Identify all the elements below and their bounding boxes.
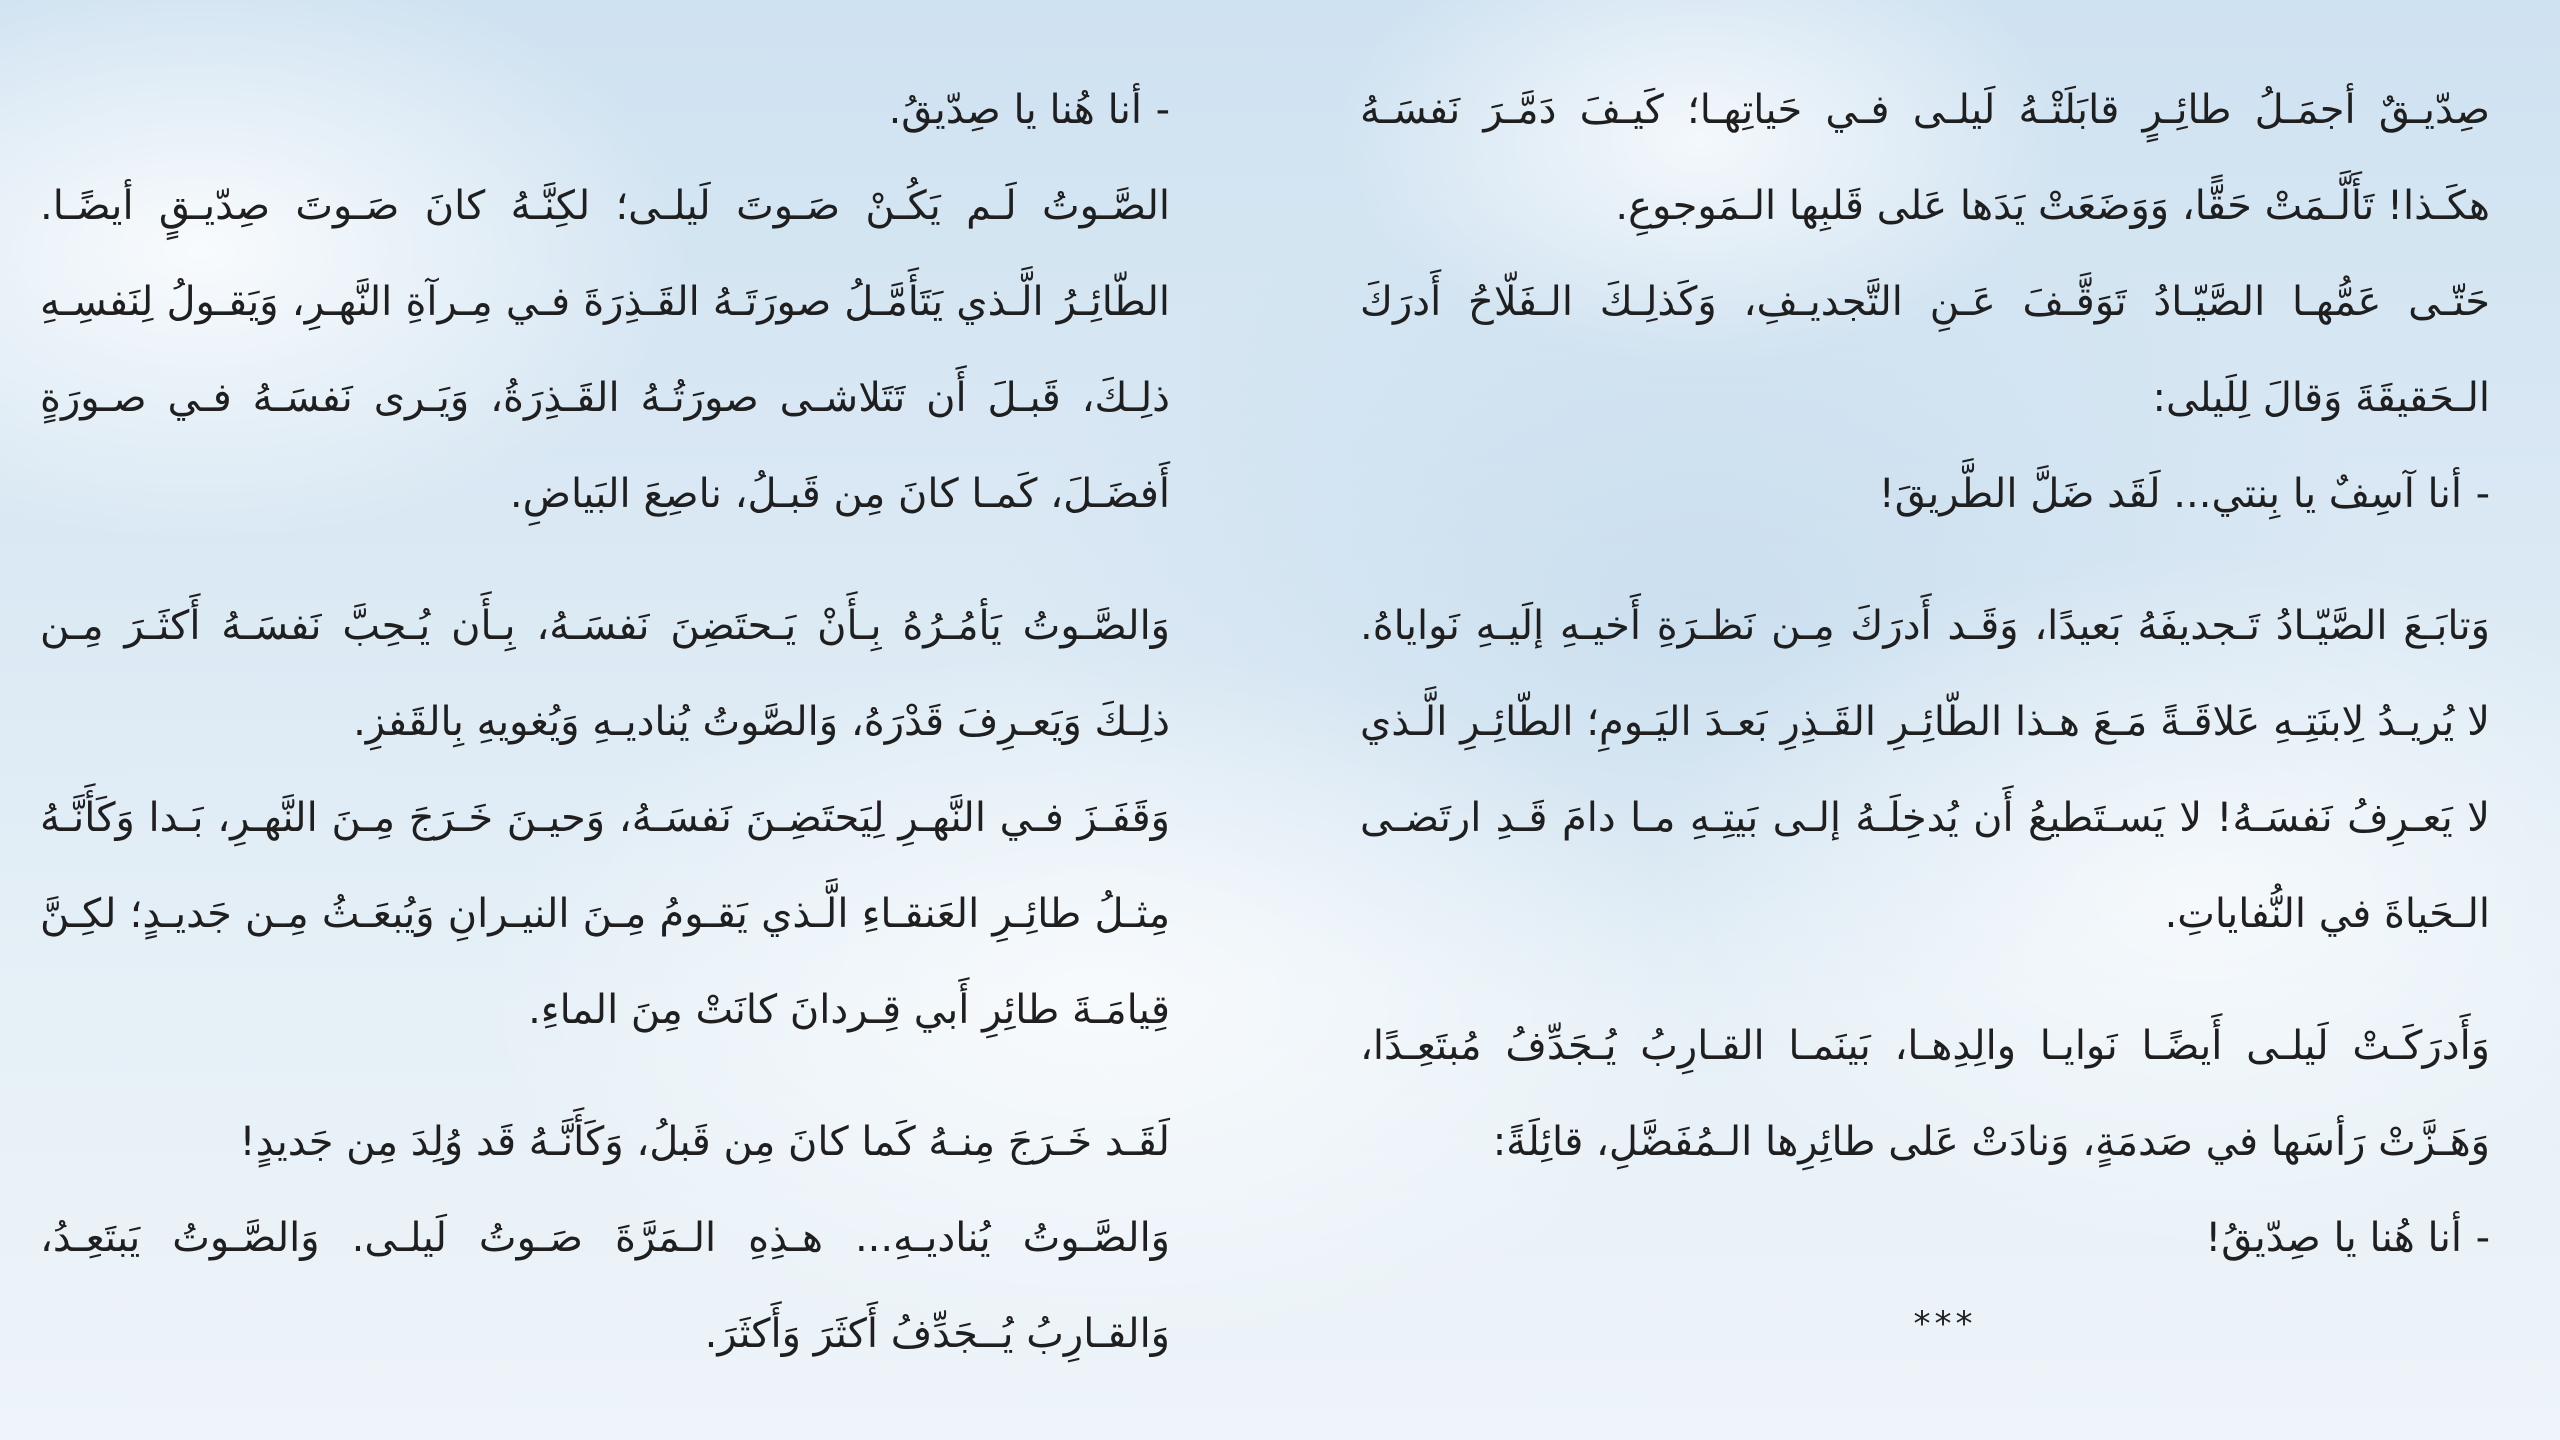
- paragraph: صِدّيـقٌ أجمَـلُ طائِـرٍ قابَلَتْـهُ لَيلـى فـي حَياتِهـا؛ كَيـفَ دَمَّـرَ نَفسَـهُ هكَـذا! تَأَلَّـمَتْ حَقًّا، وَوَضَعَتْ يَدَها عَلى قَلبِها الـمَوجوعِ.: [1360, 87, 2490, 229]
- dialogue-line: - أنا هُنا يا صِدّيقُ.: [40, 62, 1170, 158]
- left-page: [0, 0, 1240, 1440]
- paragraph: الصَّـوتُ لَـم يَكُـنْ صَـوتَ لَيلـى؛ لكِنَّـهُ كانَ صَـوتَ صِدّيـقٍ أيضًـا. الطّائِـرُ الَّـذي يَتَأَمَّـلُ صورَتَـهُ القَـذِرَةَ فـي مِـرآةِ النَّهـرِ، وَيَقـولُ لِنَفسِـهِ ذلِـكَ، قَبـلَ أَن تَتَلاشـى صورَتُـهُ القَـذِرَةُ، وَيَـرى نَفسَـهُ فـي صـورَةٍ أَفضَـلَ، كَمـا كانَ مِن قَبـلُ، ناصِعَ البَياضِ.: [40, 183, 1170, 517]
- paragraph: وَقَفَـزَ فـي النَّهـرِ لِيَحتَضِـنَ نَفسَـهُ، وَحيـنَ خَـرَجَ مِـنَ النَّهـرِ، بَـدا وَكَأَنَّـهُ مِثـلُ طائِـرِ العَنقـاءِ الَّـذي يَقـومُ مِـنَ النيـرانِ وَيُبعَـثُ مِـن جَديـدٍ؛ لكِـنَّ قِيامَـةَ طائِرِ أَبي قِـردانَ كانَتْ مِنَ الماءِ.: [40, 795, 1170, 1033]
- right-page: [1320, 0, 2560, 1440]
- section-separator: ***: [1913, 1304, 1977, 1344]
- paragraph: وَأَدرَكَـتْ لَيلـى أَيضًـا نَوايـا والِدِهـا، بَينَمـا القـارِبُ يُـجَدِّفُ مُبتَعِـدًا، وَهَـزَّتْ رَأسَها في صَدمَةٍ، وَنادَتْ عَلى طائِرِها الـمُفَضَّلِ، قائِلَةً:: [1360, 1023, 2490, 1165]
- paragraph: حَتّـى عَمُّهـا الصَّيّـادُ تَوَقَّـفَ عَـنِ التَّجديـفِ، وَكَذلِـكَ الـفَلّاحُ أَدرَكَ الـحَقيقَةَ وَقالَ لِلَيلى:: [1360, 279, 2490, 421]
- paragraph: وَالصَّـوتُ يُناديـهِ... هـذِهِ الـمَرَّةَ صَـوتُ لَيلـى. وَالصَّـوتُ يَبتَعِـدُ، وَالقـارِبُ يُــجَدِّفُ أَكثَرَ وَأَكثَرَ.: [40, 1215, 1170, 1357]
- paragraph: وَتابَـعَ الصَّيّـادُ تَـجديفَهُ بَعيدًا، وَقَـد أَدرَكَ مِـن نَظـرَةِ أَخيـهِ إلَيـهِ نَواياهُ. لا يُريـدُ لِابنَتِـهِ عَلاقَـةً مَـعَ هـذا الطّائِـرِ القَـذِرِ بَعـدَ اليَـومِ؛ الطّائِـرِ الَّـذي لا يَعـرِفُ نَفسَـهُ! لا يَسـتَطيعُ أَن يُدخِلَـهُ إلـى بَيتِـهِ مـا دامَ قَـدِ ارتَضـى الـحَياةَ في النُّفاياتِ.: [1360, 603, 2490, 937]
- paragraph: لَقَـد خَـرَجَ مِنـهُ كَما كانَ مِن قَبلُ، وَكَأَنَّـهُ قَد وُلِدَ مِن جَديدٍ!: [239, 1119, 1170, 1165]
- dialogue-line: - أنا آسِفٌ يا بِنتي... لَقَد ضَلَّ الطَّريقَ!: [1360, 446, 2490, 542]
- dialogue-line: - أنا هُنا يا صِدّيقُ!: [1360, 1190, 2490, 1286]
- paragraph: وَالصَّـوتُ يَأمُـرُهُ بِـأَنْ يَـحتَضِنَ نَفسَـهُ، بِـأَن يُـحِبَّ نَفسَـهُ أَكثَـرَ مِـن ذلِـكَ وَيَعـرِفَ قَدْرَهُ، وَالصَّوتُ يُناديـهِ وَيُغويهِ بِالقَفزِ.: [40, 603, 1170, 745]
